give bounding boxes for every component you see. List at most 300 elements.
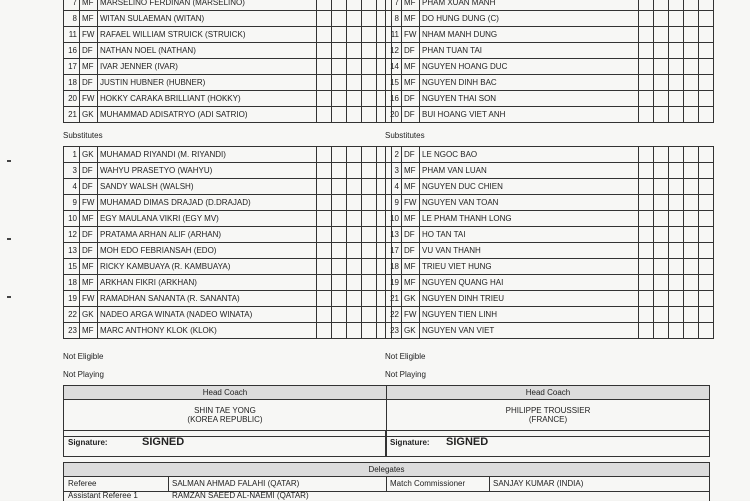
player-name: MUHAMMAD ADISATRYO (ADI SATRIO): [98, 107, 317, 123]
event-box: [317, 259, 332, 275]
event-box: [669, 163, 684, 179]
event-box: [317, 11, 332, 27]
player-position: MF: [402, 259, 420, 275]
player-number: 13: [64, 243, 80, 259]
event-box: [362, 195, 377, 211]
player-row: [386, 275, 714, 291]
event-box: [699, 107, 714, 123]
event-box: [699, 243, 714, 259]
event-box: [362, 275, 377, 291]
referee-name: SALMAN AHMAD FALAHI (QATAR): [172, 479, 300, 488]
player-number: 23: [64, 323, 80, 339]
event-box: [347, 107, 362, 123]
player-name: MARSELINO FERDINAN (MARSELINO): [98, 0, 317, 11]
event-box: [317, 107, 332, 123]
event-box: [347, 179, 362, 195]
event-box: [362, 75, 377, 91]
player-name: NGUYEN DINH TRIEU: [420, 291, 639, 307]
event-box: [699, 307, 714, 323]
player-number: 18: [386, 259, 402, 275]
player-name: BUI HOANG VIET ANH: [420, 107, 639, 123]
event-box: [332, 107, 347, 123]
left-coach-cell: [64, 386, 387, 436]
event-box: [669, 27, 684, 43]
right-signature-value: SIGNED: [446, 436, 489, 448]
player-position: GK: [80, 147, 98, 163]
player-row: [386, 0, 714, 11]
event-box: [317, 43, 332, 59]
player-position: DF: [402, 243, 420, 259]
player-position: MF: [80, 275, 98, 291]
player-name: NGUYEN DINH BAC: [420, 75, 639, 91]
left-not-playing-label: Not Playing: [63, 370, 104, 379]
player-name: HOKKY CARAKA BRILLIANT (HOKKY): [98, 91, 317, 107]
event-box: [639, 307, 654, 323]
player-row: [64, 195, 392, 211]
player-number: 10: [64, 211, 80, 227]
player-name: VU VAN THANH: [420, 243, 639, 259]
match-commissioner-label: Match Commissioner: [390, 479, 466, 488]
player-name: NATHAN NOEL (NATHAN): [98, 43, 317, 59]
player-position: DF: [80, 243, 98, 259]
right-coach-country: (FRANCE): [528, 415, 568, 424]
event-box: [332, 91, 347, 107]
event-box: [654, 59, 669, 75]
event-box: [639, 147, 654, 163]
event-box: [317, 243, 332, 259]
event-box: [347, 259, 362, 275]
player-number: 3: [64, 163, 80, 179]
player-name: NGUYEN HOANG DUC: [420, 59, 639, 75]
player-position: DF: [402, 227, 420, 243]
event-box: [639, 323, 654, 339]
event-box: [639, 227, 654, 243]
event-box: [654, 259, 669, 275]
player-row: [64, 291, 392, 307]
event-box: [317, 291, 332, 307]
event-box: [669, 107, 684, 123]
event-box: [362, 259, 377, 275]
player-row: [64, 147, 392, 163]
event-box: [699, 291, 714, 307]
right-signature-label: Signature:: [390, 438, 430, 447]
event-box: [699, 11, 714, 27]
event-box: [347, 323, 362, 339]
player-row: [386, 211, 714, 227]
event-box: [684, 227, 699, 243]
event-box: [654, 275, 669, 291]
event-box: [654, 0, 669, 11]
event-box: [347, 291, 362, 307]
event-box: [332, 147, 347, 163]
player-number: 18: [64, 75, 80, 91]
event-box: [684, 163, 699, 179]
player-number: 18: [64, 275, 80, 291]
margin-mark: [7, 238, 11, 240]
left-signature-value: SIGNED: [142, 436, 185, 448]
assistant-referee-label: Assistant Referee 1: [68, 491, 138, 500]
event-box: [669, 195, 684, 211]
event-box: [639, 291, 654, 307]
player-name: NGUYEN TIEN LINH: [420, 307, 639, 323]
player-name: LE NGOC BAO: [420, 147, 639, 163]
event-box: [332, 211, 347, 227]
event-box: [684, 107, 699, 123]
player-row: [64, 211, 392, 227]
event-box: [654, 307, 669, 323]
event-box: [669, 211, 684, 227]
player-position: MF: [80, 259, 98, 275]
event-box: [654, 11, 669, 27]
right-signature-box: [385, 430, 710, 457]
player-row: [386, 107, 714, 123]
event-box: [347, 275, 362, 291]
event-box: [699, 43, 714, 59]
event-box: [654, 179, 669, 195]
player-number: 12: [64, 227, 80, 243]
player-name: PHAM VAN LUAN: [420, 163, 639, 179]
event-box: [639, 211, 654, 227]
event-box: [347, 147, 362, 163]
player-row: [64, 275, 392, 291]
event-box: [654, 75, 669, 91]
player-number: 17: [386, 243, 402, 259]
player-number: 4: [386, 179, 402, 195]
player-name: MARC ANTHONY KLOK (KLOK): [98, 323, 317, 339]
event-box: [639, 11, 654, 27]
event-box: [684, 243, 699, 259]
event-box: [684, 307, 699, 323]
player-number: 21: [386, 291, 402, 307]
left-head-coach-header: Head Coach: [64, 386, 386, 400]
player-row: [64, 323, 392, 339]
event-box: [362, 163, 377, 179]
event-box: [332, 163, 347, 179]
event-box: [332, 291, 347, 307]
event-box: [332, 243, 347, 259]
player-name: NGUYEN DUC CHIEN: [420, 179, 639, 195]
player-row: [64, 75, 392, 91]
event-box: [317, 147, 332, 163]
event-box: [317, 195, 332, 211]
player-number: 12: [386, 43, 402, 59]
player-row: [386, 291, 714, 307]
event-box: [362, 11, 377, 27]
event-box: [639, 75, 654, 91]
player-row: [64, 163, 392, 179]
player-number: 8: [64, 11, 80, 27]
event-box: [347, 27, 362, 43]
player-position: FW: [402, 195, 420, 211]
event-box: [699, 275, 714, 291]
event-box: [317, 27, 332, 43]
event-box: [639, 0, 654, 11]
event-box: [699, 59, 714, 75]
event-box: [317, 307, 332, 323]
event-box: [362, 107, 377, 123]
event-box: [639, 243, 654, 259]
event-box: [317, 323, 332, 339]
event-box: [332, 11, 347, 27]
player-row: [386, 259, 714, 275]
event-box: [639, 59, 654, 75]
player-position: GK: [402, 323, 420, 339]
player-position: FW: [402, 307, 420, 323]
event-box: [347, 0, 362, 11]
event-box: [669, 307, 684, 323]
event-box: [669, 227, 684, 243]
player-name: PRATAMA ARHAN ALIF (ARHAN): [98, 227, 317, 243]
player-row: [386, 323, 714, 339]
right-starters-table: [385, 0, 714, 123]
player-position: DF: [402, 107, 420, 123]
event-box: [317, 275, 332, 291]
event-box: [317, 211, 332, 227]
left-coach-country: (KOREA REPUBLIC): [187, 415, 263, 424]
event-box: [699, 259, 714, 275]
player-number: 16: [386, 91, 402, 107]
event-box: [654, 323, 669, 339]
divider: [489, 477, 490, 491]
player-name: MUHAMAD RIYANDI (M. RIYANDI): [98, 147, 317, 163]
right-not-playing-label: Not Playing: [385, 370, 426, 379]
event-box: [362, 27, 377, 43]
player-row: [64, 243, 392, 259]
event-box: [699, 211, 714, 227]
event-box: [347, 43, 362, 59]
event-box: [362, 59, 377, 75]
event-box: [654, 147, 669, 163]
player-name: RAFAEL WILLIAM STRUICK (STRUICK): [98, 27, 317, 43]
event-box: [669, 43, 684, 59]
left-not-eligible-label: Not Eligible: [63, 352, 104, 361]
event-box: [669, 59, 684, 75]
event-box: [639, 275, 654, 291]
event-box: [639, 107, 654, 123]
event-box: [699, 91, 714, 107]
event-box: [654, 227, 669, 243]
event-box: [684, 211, 699, 227]
player-number: 3: [386, 163, 402, 179]
event-box: [362, 91, 377, 107]
player-position: DF: [80, 179, 98, 195]
event-box: [684, 275, 699, 291]
event-box: [362, 211, 377, 227]
event-box: [332, 323, 347, 339]
event-box: [669, 243, 684, 259]
player-position: GK: [402, 291, 420, 307]
player-name: IVAR JENNER (IVAR): [98, 59, 317, 75]
event-box: [362, 227, 377, 243]
player-number: 2: [386, 147, 402, 163]
event-box: [699, 27, 714, 43]
event-box: [684, 291, 699, 307]
player-position: MF: [80, 59, 98, 75]
player-row: [386, 11, 714, 27]
event-box: [684, 11, 699, 27]
player-row: [386, 179, 714, 195]
event-box: [654, 195, 669, 211]
event-box: [639, 91, 654, 107]
player-number: 15: [64, 259, 80, 275]
event-box: [654, 43, 669, 59]
player-name: MOH EDO FEBRIANSAH (EDO): [98, 243, 317, 259]
event-box: [347, 195, 362, 211]
event-box: [684, 75, 699, 91]
player-position: FW: [402, 27, 420, 43]
player-name: RICKY KAMBUAYA (R. KAMBUAYA): [98, 259, 317, 275]
event-box: [684, 27, 699, 43]
player-name: SANDY WALSH (WALSH): [98, 179, 317, 195]
player-name: PHAN TUAN TAI: [420, 43, 639, 59]
left-coach-name: SHIN TAE YONG: [194, 406, 256, 415]
player-name: DO HUNG DUNG (C): [420, 11, 639, 27]
player-position: GK: [80, 107, 98, 123]
referee-row: [63, 476, 710, 492]
player-name: RAMADHAN SANANTA (R. SANANTA): [98, 291, 317, 307]
player-position: MF: [402, 179, 420, 195]
player-number: 19: [386, 275, 402, 291]
event-box: [684, 59, 699, 75]
player-name: HO TAN TAI: [420, 227, 639, 243]
event-box: [654, 211, 669, 227]
player-row: [64, 227, 392, 243]
player-name: WAHYU PRASETYO (WAHYU): [98, 163, 317, 179]
event-box: [347, 59, 362, 75]
event-box: [639, 195, 654, 211]
player-row: [386, 243, 714, 259]
player-row: [386, 147, 714, 163]
player-number: 7: [64, 0, 80, 11]
player-position: MF: [402, 59, 420, 75]
event-box: [699, 0, 714, 11]
player-row: [386, 27, 714, 43]
player-row: [386, 91, 714, 107]
event-box: [684, 259, 699, 275]
event-box: [332, 179, 347, 195]
delegates-header: Delegates: [63, 462, 710, 477]
event-box: [332, 27, 347, 43]
event-box: [684, 147, 699, 163]
event-box: [332, 0, 347, 11]
player-position: MF: [402, 211, 420, 227]
event-box: [639, 43, 654, 59]
player-name: ARKHAN FIKRI (ARKHAN): [98, 275, 317, 291]
player-position: DF: [80, 75, 98, 91]
event-box: [332, 275, 347, 291]
player-number: 1: [64, 147, 80, 163]
event-box: [332, 59, 347, 75]
event-box: [317, 179, 332, 195]
event-box: [317, 163, 332, 179]
player-name: PHAM XUAN MANH: [420, 0, 639, 11]
event-box: [699, 195, 714, 211]
event-box: [347, 227, 362, 243]
player-row: [64, 11, 392, 27]
right-not-eligible-label: Not Eligible: [385, 352, 426, 361]
event-box: [654, 243, 669, 259]
left-substitutes-table: [63, 146, 392, 339]
event-box: [684, 91, 699, 107]
player-name: NGUYEN VAN VIET: [420, 323, 639, 339]
player-row: [386, 75, 714, 91]
player-number: 16: [64, 43, 80, 59]
event-box: [639, 259, 654, 275]
right-substitutes-table: [385, 146, 714, 339]
event-box: [669, 291, 684, 307]
player-name: NADEO ARGA WINATA (NADEO WINATA): [98, 307, 317, 323]
event-box: [654, 91, 669, 107]
divider: [386, 477, 387, 491]
player-number: 22: [386, 307, 402, 323]
event-box: [347, 163, 362, 179]
player-row: [386, 59, 714, 75]
event-box: [654, 107, 669, 123]
event-box: [639, 163, 654, 179]
player-number: 13: [386, 227, 402, 243]
event-box: [654, 163, 669, 179]
event-box: [669, 75, 684, 91]
event-box: [362, 307, 377, 323]
event-box: [332, 75, 347, 91]
player-name: NGUYEN THAI SON: [420, 91, 639, 107]
player-name: MUHAMAD DIMAS DRAJAD (D.DRAJAD): [98, 195, 317, 211]
player-row: [64, 0, 392, 11]
player-position: GK: [80, 307, 98, 323]
event-box: [317, 0, 332, 11]
player-position: FW: [80, 291, 98, 307]
player-position: DF: [402, 91, 420, 107]
player-number: 17: [64, 59, 80, 75]
event-box: [669, 91, 684, 107]
right-head-coach-header: Head Coach: [387, 386, 709, 400]
player-row: [386, 307, 714, 323]
event-box: [347, 75, 362, 91]
event-box: [362, 243, 377, 259]
player-name: NGUYEN VAN TOAN: [420, 195, 639, 211]
event-box: [332, 195, 347, 211]
player-row: [64, 307, 392, 323]
player-name: WITAN SULAEMAN (WITAN): [98, 11, 317, 27]
event-box: [684, 195, 699, 211]
player-number: 19: [64, 291, 80, 307]
player-name: TRIEU VIET HUNG: [420, 259, 639, 275]
player-row: [64, 107, 392, 123]
event-box: [669, 323, 684, 339]
player-number: 7: [386, 0, 402, 11]
event-box: [699, 227, 714, 243]
margin-mark: [7, 160, 11, 162]
event-box: [654, 291, 669, 307]
event-box: [332, 307, 347, 323]
player-row: [386, 163, 714, 179]
event-box: [362, 147, 377, 163]
player-number: 23: [386, 323, 402, 339]
event-box: [669, 275, 684, 291]
player-position: MF: [402, 75, 420, 91]
event-box: [347, 243, 362, 259]
player-position: FW: [80, 195, 98, 211]
player-row: [64, 91, 392, 107]
right-coach-name: PHILIPPE TROUSSIER: [505, 406, 591, 415]
player-number: 22: [64, 307, 80, 323]
player-position: FW: [80, 91, 98, 107]
event-box: [639, 179, 654, 195]
player-number: 11: [64, 27, 80, 43]
player-number: 8: [386, 11, 402, 27]
player-row: [64, 27, 392, 43]
right-coach-cell: [387, 386, 709, 436]
